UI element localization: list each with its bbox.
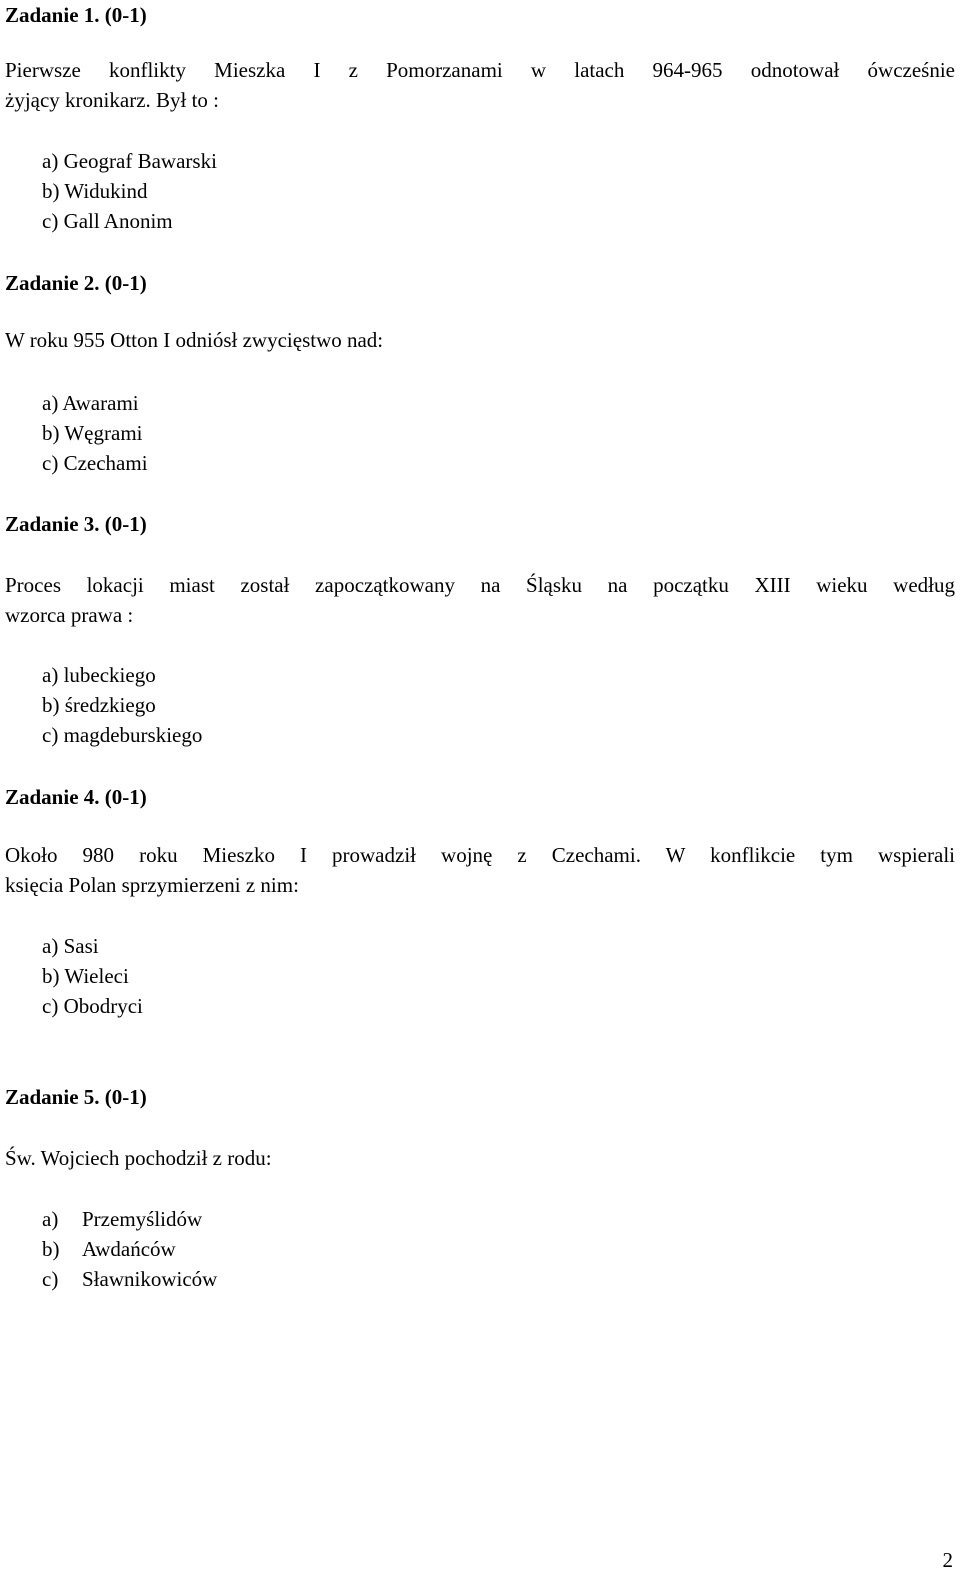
task-3-option-a: a) lubeckiego <box>42 663 156 687</box>
task-2-option-a: a) Awarami <box>42 391 139 415</box>
task-3-option-b: b) średzkiego <box>42 693 156 717</box>
task-5-heading: Zadanie 5. (0-1) <box>5 1085 147 1109</box>
task-5-option-b <box>42 1234 217 1264</box>
task-2-question-line-1: W roku 955 Otton I odniósł zwycięstwo nad: <box>5 328 384 352</box>
task-4-option-a: a) Sasi <box>42 934 99 958</box>
task-4-question-line-2: księcia Polan sprzymierzeni z nim: <box>5 873 299 897</box>
task-5-option-c-text: Sławnikowiców <box>82 1267 218 1291</box>
task-3-question-line-1: Proces lokacji miast został zapoczątkowany na Śląsku na początku XIII wieku według <box>5 573 955 597</box>
task-1-heading: Zadanie 1. (0-1) <box>5 3 147 27</box>
task-5-options <box>42 1204 217 1294</box>
task-2-question <box>5 325 955 355</box>
task-2-options <box>42 388 148 478</box>
task-5-question-line-1: Św. Wojciech pochodził z rodu: <box>5 1146 272 1170</box>
task-4-heading: Zadanie 4. (0-1) <box>5 785 147 809</box>
task-4-question-line-1: Około 980 roku Mieszko I prowadził wojnę z Czechami. W konflikcie tym wspierali <box>5 843 955 867</box>
task-3-options <box>42 660 202 750</box>
page-number: 2 <box>942 1548 953 1572</box>
task-4-option-c: c) Obodryci <box>42 994 143 1018</box>
task-4-question <box>5 840 955 900</box>
task-1-question-line-1: Pierwsze konflikty Mieszka I z Pomorzanami w latach 964-965 odnotował ówcześnie <box>5 58 955 82</box>
task-1-option-b: b) Widukind <box>42 179 148 203</box>
task-2-option-b: b) Węgrami <box>42 421 143 445</box>
task-1-question-line-2: żyjący kronikarz. Był to : <box>5 88 220 112</box>
task-5-option-c-letter: c) <box>42 1267 59 1291</box>
task-5-question <box>5 1143 955 1173</box>
task-4-options <box>42 931 143 1021</box>
task-5-option-a <box>42 1204 217 1234</box>
task-1-option-a: a) Geograf Bawarski <box>42 149 217 173</box>
task-5-option-c <box>42 1264 217 1294</box>
task-3-option-c: c) magdeburskiego <box>42 723 203 747</box>
task-3-question-line-2: wzorca prawa : <box>5 603 134 627</box>
task-5-option-a-letter: a) <box>42 1207 59 1231</box>
task-1-options <box>42 146 217 236</box>
task-3-question <box>5 570 955 630</box>
task-5-option-b-text: Awdańców <box>82 1237 176 1261</box>
task-1-option-c: c) Gall Anonim <box>42 209 173 233</box>
task-2-option-c: c) Czechami <box>42 451 148 475</box>
task-4-option-b: b) Wieleci <box>42 964 129 988</box>
task-1-question <box>5 55 955 115</box>
task-5-option-a-text: Przemyślidów <box>82 1207 203 1231</box>
task-5-option-b-letter: b) <box>42 1237 60 1261</box>
task-3-heading: Zadanie 3. (0-1) <box>5 512 147 536</box>
task-2-heading: Zadanie 2. (0-1) <box>5 271 147 295</box>
